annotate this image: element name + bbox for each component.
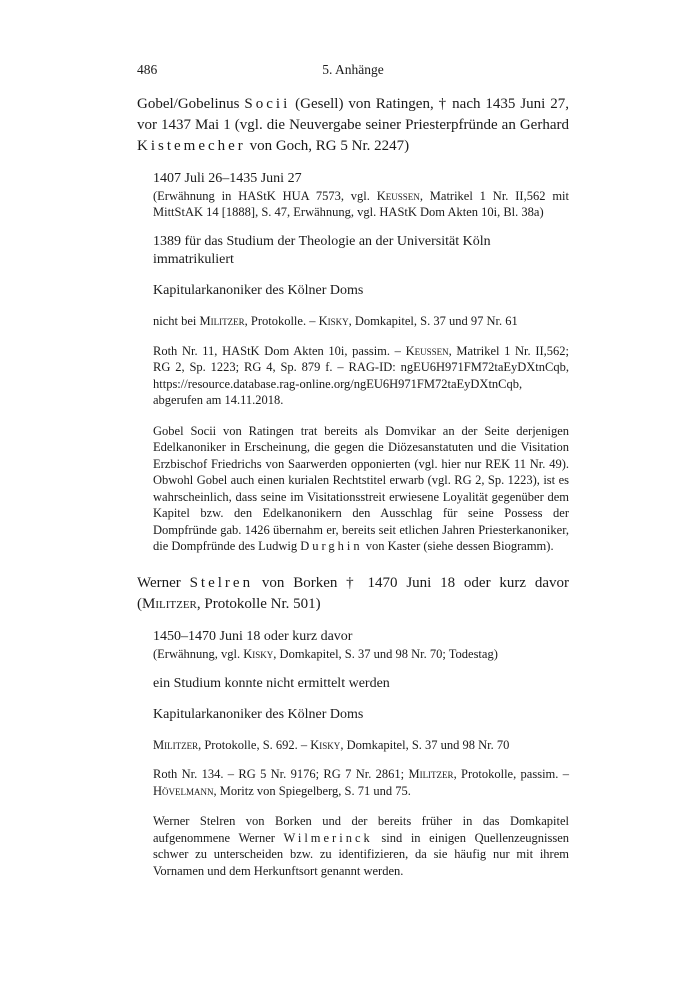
dates-reference: (Erwähnung, vgl. Kisky, Domkapitel, S. 37 und 98 Nr. 70; Todestag) bbox=[153, 646, 498, 661]
entry-dates: 1407 Juli 26–1435 Juni 27 bbox=[153, 171, 302, 186]
author-name: Militzer bbox=[142, 595, 197, 612]
position-line: Kapitularkanoniker des Kölner Doms bbox=[153, 283, 364, 298]
entry-heading bbox=[137, 94, 569, 157]
literature-line: Militzer, Protokolle, S. 692. – Kisky, Domkapitel, S. 37 und 98 Nr. 70 bbox=[153, 737, 510, 752]
document-page bbox=[137, 58, 569, 879]
page-number: 486 bbox=[137, 62, 158, 77]
entry-heading bbox=[137, 573, 569, 615]
study-line: 1389 für das Studium der Theologie an der Universität Köln immatrikuliert bbox=[153, 234, 491, 267]
sources-line: Roth Nr. 11, HAStK Dom Akten 10i, passim. – Keussen, Matrikel 1 Nr. II,562; RG 2, Sp. 1223; RG 4, Sp. 879 f. – RAG-ID: ngEU6H971FM72taEyDXtnCqb, https://resource.database.rag-online.org/ngEU6H971FM72taEyDXtnCqb, abgerufen am 14.11.2018. bbox=[153, 343, 569, 407]
section-title: 5. Anhänge bbox=[322, 62, 384, 77]
heading-text: (Gesell) von Ratingen, † nach 1435 Juni 27, vor 1437 Mai 1 (vgl. die Neuvergabe seiner Priesterpfründe an Gerhard bbox=[137, 96, 569, 133]
sources-line: Roth Nr. 134. – RG 5 Nr. 9176; RG 7 Nr. 2861; Militzer, Protokolle, passim. – Hövelmann, Moritz von Spiegelberg, S. 71 und 75. bbox=[153, 767, 569, 798]
position-line: Kapitularkanoniker des Kölner Doms bbox=[153, 706, 364, 722]
heading-text: Werner bbox=[137, 574, 190, 591]
biogram-entry bbox=[137, 573, 569, 880]
entry-dates: 1450–1470 Juni 18 oder kurz davor bbox=[153, 628, 353, 644]
literature-line: nicht bei Militzer, Protokolle. – Kisky, Domkapitel, S. 37 und 97 Nr. 61 bbox=[153, 314, 518, 328]
biogram-entry bbox=[137, 94, 569, 555]
heading-text: von Goch, RG 5 Nr. 2247) bbox=[245, 138, 410, 154]
commentary-paragraph: Gobel Socii von Ratingen trat bereits als Domvikar an der Seite derjenigen Edelkanoniker in Erscheinung, die gegen die Diözesanstatuten und die Visitation Erzbischof Friedrichs von Saarwerden opponierten (vgl. hier nur REK 11 Nr. 49). Obwohl Gobel auch einen kurialen Rechtstitel erwarb (vgl. RG 2, Sp. 1223), ist es wahrscheinlich, dass seine im Visitationsstreit erwiesene Loyalität gegenüber dem Kapitel bzw. den Edelkanonikern den Ausschlag für seine Possess der Dompfründe gab. 1426 übernahm er, bereits seit etlichen Jahren Priesterkanoniker, die Dompfründe des Ludwig Durghin von Kaster (siehe dessen Biogramm). bbox=[153, 423, 569, 553]
person-surname: Kistemecher bbox=[137, 138, 246, 154]
heading-text: von Borken † 1470 Juni 18 oder kurz davor ( bbox=[137, 574, 570, 612]
dates-reference: (Erwähnung in HAStK HUA 7573, vgl. Keussen, Matrikel 1 Nr. II,562 mit MittStAK 14 [1888], S. 47, Erwähnung, vgl. HAStK Dom Akten 10i, Bl. 38a) bbox=[153, 189, 569, 219]
heading-text: , Protokolle Nr. 501) bbox=[196, 595, 321, 612]
commentary-paragraph: Werner Stelren von Borken und der bereits früher in das Domkapitel aufgenommene Werner Wilmerinck sind in einigen Quellenzeugnissen schwer zu unterscheiden bzw. zu identifizieren, da sie häufig nur mit ihrem Vornamen und dem Herkunftsort genannt werden. bbox=[153, 814, 569, 878]
running-header bbox=[137, 58, 569, 80]
heading-text: Gobel/Gobelinus bbox=[137, 96, 245, 112]
study-line: ein Studium konnte nicht ermittelt werden bbox=[153, 675, 390, 691]
person-surname: Socii bbox=[244, 96, 291, 112]
person-surname: Stelren bbox=[189, 574, 254, 591]
